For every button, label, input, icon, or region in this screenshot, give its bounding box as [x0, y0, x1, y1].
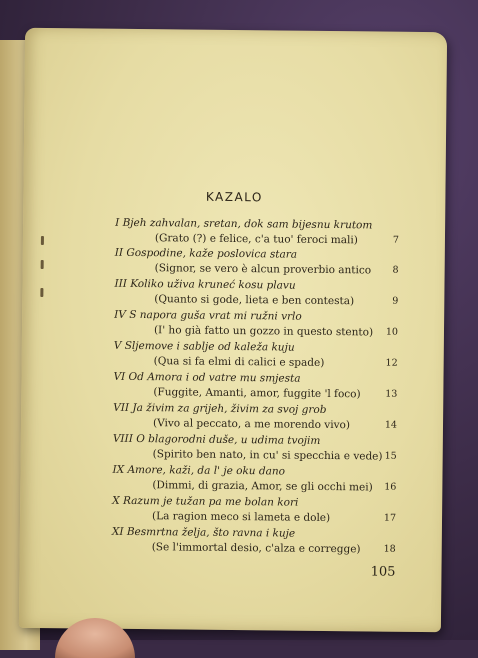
entry-page-number: 16 [384, 481, 397, 493]
entry-italian-title: (Fuggite, Amanti, amor, fuggite 'l foco) [153, 386, 361, 401]
entry-page-number: 12 [385, 357, 398, 369]
entry-croatian-title: II Gospodine, kaže poslovica stara [114, 246, 298, 261]
entry-croatian-title: VI Od Amora i od vatre mu smjesta [113, 370, 301, 385]
entry-page-number: 8 [392, 264, 399, 276]
page-number: 105 [370, 564, 396, 580]
entry-page-number: 17 [383, 512, 397, 524]
entry-italian-title: (Grato (?) e felice, c'a tuo' feroci mali) [154, 232, 358, 247]
entry-page-number: 15 [384, 450, 397, 462]
entry-italian-title: (Signor, se vero è alcun proverbio antico [154, 262, 372, 277]
entry-italian-title: (Quanto si gode, lieta e ben contesta) [154, 293, 355, 308]
table-of-contents [23, 216, 445, 556]
entry-croatian-title: V Sljemove i sablje od kaleža kuju [113, 339, 295, 354]
entry-croatian-title: IX Amore, kaži, da l' je oku dano [112, 463, 286, 478]
entry-page-number: 10 [385, 326, 399, 338]
entry-page-number: 14 [384, 419, 398, 431]
toc-entry [20, 525, 442, 565]
entry-croatian-title: XI Besmrtna želja, što ravna i kuje [111, 525, 296, 540]
entry-italian-title: (Spirito ben nato, in cu' si specchia e vede) [152, 448, 383, 463]
entry-croatian-title: III Koliko uživa kruneć kosu plavu [114, 277, 296, 292]
page-title: KAZALO [205, 189, 263, 205]
entry-italian-title: (La ragion meco si lameta e dole) [151, 510, 331, 525]
entry-croatian-title: VIII O blagorodni duše, u udima tvojim [112, 432, 321, 447]
entry-page-number: 9 [392, 295, 399, 307]
entry-croatian-title: I Bjeh zahvalan, sretan, dok sam bijesnu krutom [115, 216, 373, 232]
entry-italian-title: (Qua si fa elmi di calici e spade) [153, 355, 325, 369]
entry-italian-title: (Vivo al peccato, a me morendo vivo) [152, 417, 351, 432]
entry-page-number: 13 [385, 388, 398, 400]
entry-page-number: 7 [392, 234, 400, 246]
entry-italian-title: (Dimmi, di grazia, Amor, se gli occhi mei) [152, 479, 373, 494]
entry-croatian-title: X Razum je tužan pa me bolan kori [112, 494, 299, 509]
book-page [19, 28, 447, 632]
entry-italian-title: (Se l'immortal desio, c'alza e corregge) [151, 541, 361, 556]
entry-italian-title: (I' ho già fatto un gozzo in questo stento) [153, 324, 374, 339]
entry-croatian-title: IV S napora guša vrat mi ružni vrlo [114, 308, 302, 323]
entry-page-number: 18 [383, 543, 396, 555]
entry-croatian-title: VII Ja živim za grijeh, živim za svoj grob [113, 401, 327, 416]
